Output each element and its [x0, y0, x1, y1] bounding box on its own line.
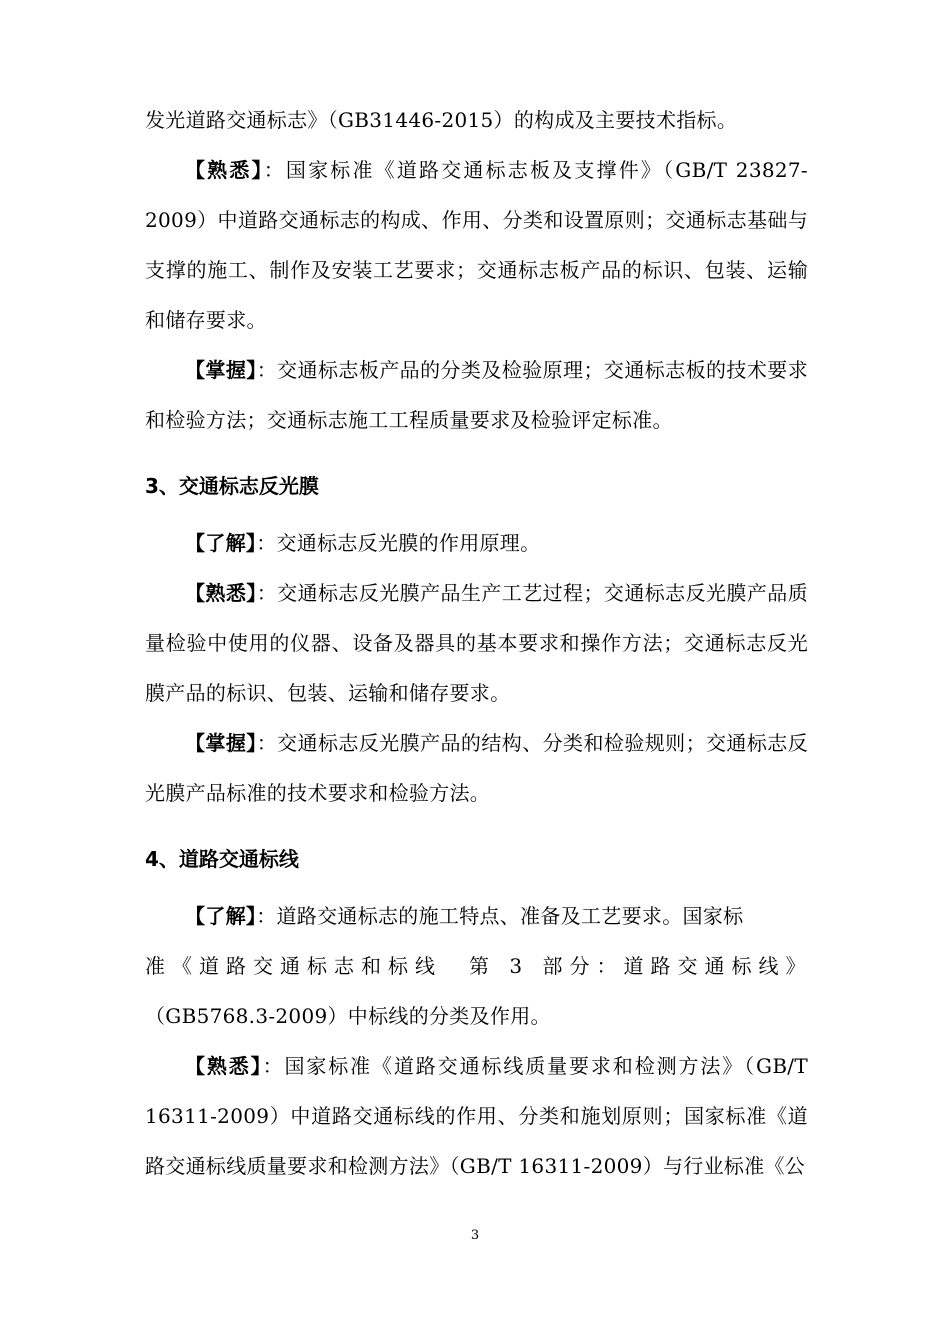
- paragraph-text: ：交通标志反光膜的作用原理。: [256, 531, 541, 555]
- section-heading-3: 3、交通标志反光膜: [145, 474, 319, 498]
- paragraph-text: ：交通标志反光膜产品的结构、分类和检验规则；交通标志反光膜产品标准的技术要求和检验方法。: [145, 731, 808, 805]
- tag-master: 【掌握】: [185, 731, 257, 755]
- tag-master: 【掌握】: [185, 358, 257, 382]
- paragraph-understand-marking-line3: [145, 991, 808, 1041]
- tag-familiar: 【熟悉】: [185, 158, 264, 182]
- paragraph-text: 准《道路交通标志和标线 第 3 部分：道路交通标线》: [145, 954, 813, 978]
- paragraph-understand-marking-line1: [145, 891, 808, 941]
- paragraph-text: 23827-2009）中道路交通标志的构成、作用、分类和设置原则；交通标志基础与支撑的施工、制作及安装工艺要求；交通标志板产品的标识、包装、运输和储存要求。: [145, 158, 808, 332]
- section-heading-4: 4、道路交通标线: [145, 847, 299, 871]
- paragraph-text: ：国家标准《道路交通标线质量要求和检测方法》（GB/T 16311-2009）中道路交通标线的作用、分类和施划原则；国家标准《道路交通标线质量要求和检测方法》（GB/T 16311-2009）与行业标准《公: [145, 1054, 808, 1178]
- paragraph-master-film: [145, 718, 808, 818]
- paragraph-understand-film: [145, 518, 808, 568]
- page-number: 3: [470, 1228, 480, 1243]
- tag-understand: 【了解】: [185, 904, 257, 928]
- paragraph-text: ：国家标准《道路交通标志板及支撑件》（GB/T: [263, 158, 728, 182]
- paragraph-master-signboard: [145, 345, 808, 445]
- tag-familiar: 【熟悉】: [185, 581, 257, 605]
- paragraph-continuation: [145, 95, 808, 145]
- paragraph-familiar-film: [145, 568, 808, 718]
- paragraph-text: ：交通标志反光膜产品生产工艺过程；交通标志反光膜产品质量检验中使用的仪器、设备及器具的基本要求和操作方法；交通标志反光膜产品的标识、包装、运输和储存要求。: [145, 581, 808, 705]
- paragraph-text: ：道路交通标志的施工特点、准备及工艺要求。国家标: [256, 904, 744, 928]
- tag-familiar: 【熟悉】: [185, 1054, 263, 1078]
- paragraph-text: （GB5768.3-2009）中标线的分类及作用。: [145, 1004, 551, 1028]
- paragraph-text: ：交通标志板产品的分类及检验原理；交通标志板的技术要求和检验方法；交通标志施工工程质量要求及检验评定标准。: [145, 358, 808, 432]
- paragraph-familiar-signboard: [145, 145, 808, 345]
- paragraph-text: 发光道路交通标志》（GB31446-2015）的构成及主要技术指标。: [145, 108, 738, 132]
- paragraph-familiar-marking: [145, 1041, 808, 1191]
- tag-understand: 【了解】: [185, 531, 257, 555]
- paragraph-understand-marking-line2: [145, 941, 813, 991]
